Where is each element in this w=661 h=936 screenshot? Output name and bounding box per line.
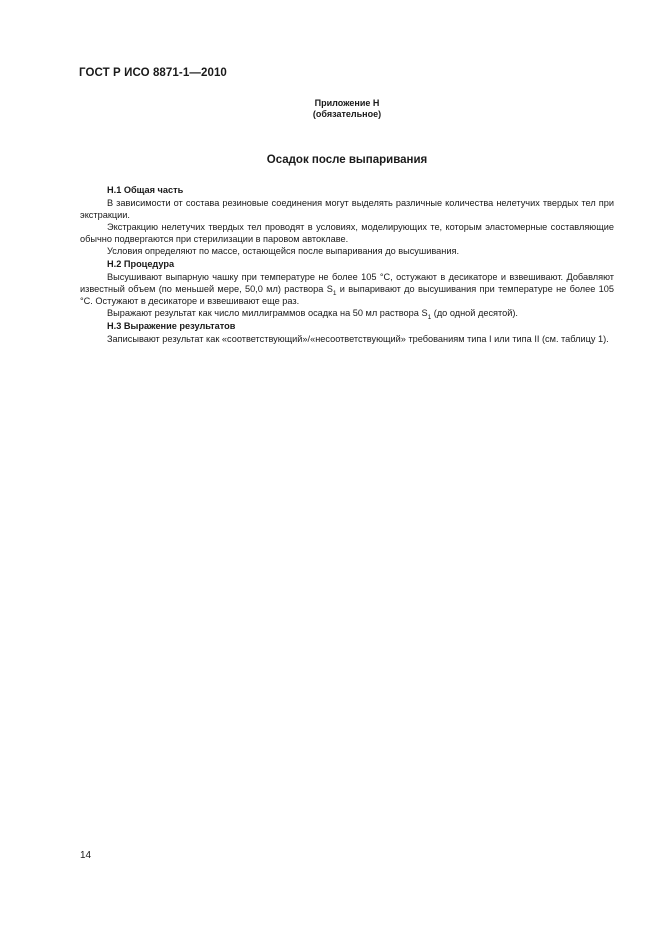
paragraph (80, 271, 614, 307)
appendix-heading (0, 98, 661, 120)
paragraph: Записывают результат как «соответствующий»/«несоответствующий» требованиям типа I или типа II (см. таблицу 1). (107, 334, 609, 344)
paragraph (80, 307, 614, 319)
paragraph-text: Высушивают выпарную чашку при температуре не более 105 °С, остужают в десикаторе и взвешивают. Добавляют известный объем (по меньшей мере, 50,0 мл) раствора S (80, 272, 614, 294)
appendix-status: (обязательное) (312, 109, 382, 119)
paragraph: В зависимости от состава резиновые соединения могут выделять различные количества нелетучих твердых тел при экстракции. (80, 198, 614, 220)
paragraph-text: и выпаривают до высушивания при температуре не более 105 °С. Остужают в десикаторе и взвешивают еще раз. (80, 284, 614, 306)
standard-code-header: ГОСТ Р ИСО 8871-1—2010 (79, 67, 227, 79)
section-title: Осадок после выпаривания (266, 154, 428, 166)
appendix-title: Приложение Н (314, 98, 380, 108)
subscript: 1 (427, 313, 432, 321)
page-number: 14 (80, 850, 92, 861)
paragraph-text: (до одной десятой). (431, 308, 518, 318)
subscript: 1 (332, 289, 337, 297)
subsection-heading-h3: Н.3 Выражение результатов (107, 321, 236, 331)
paragraph-text: Выражают результат как число миллиграммов осадка на 50 мл раствора S (107, 308, 428, 318)
paragraph: Условия определяют по массе, остающейся после выпаривания до высушивания. (107, 246, 460, 256)
paragraph: Экстракцию нелетучих твердых тел проводят в условиях, моделирующих те, которым эластомерные составляющие обычно подвергаются при стерилизации в паровом автоклаве. (80, 222, 614, 244)
subsection-heading-h1: Н.1 Общая часть (107, 185, 184, 195)
document-body (80, 184, 614, 345)
subsection-heading-h2: Н.2 Процедура (107, 259, 175, 269)
